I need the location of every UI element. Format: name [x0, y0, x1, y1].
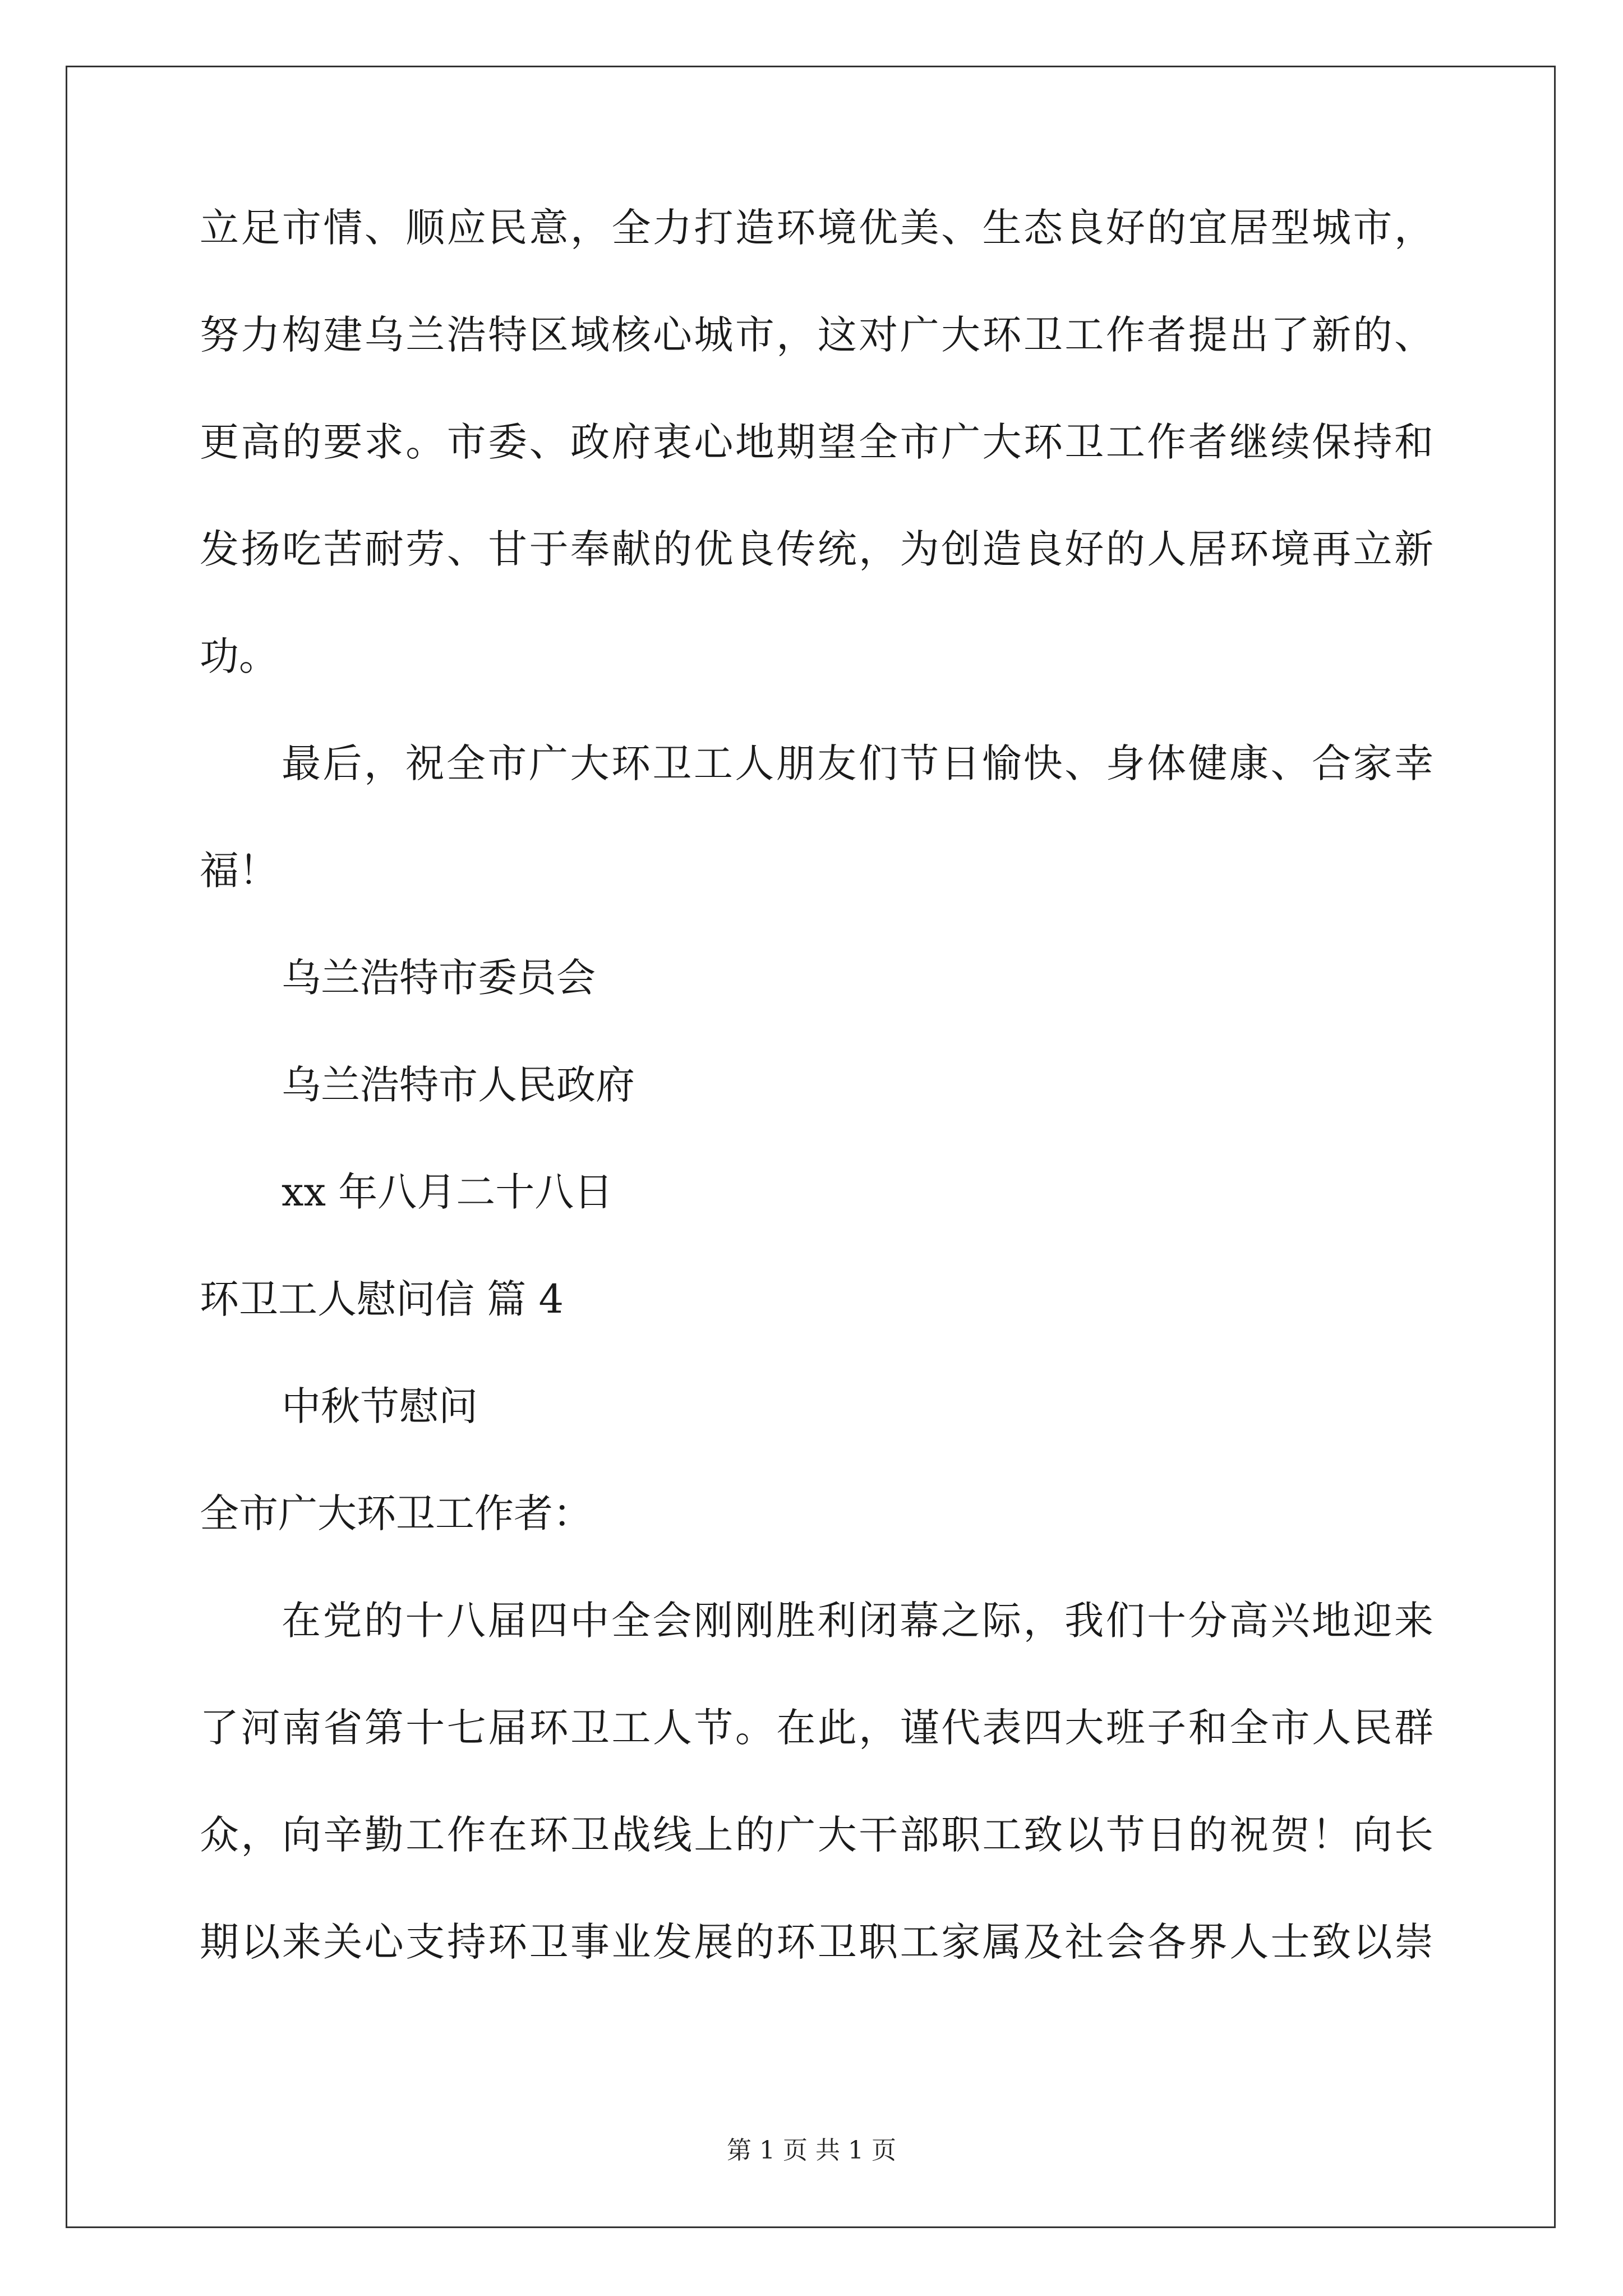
- paragraph-line: 功。: [200, 633, 278, 679]
- paragraph-line: 了河南省第十七届环卫工人节。在此，谨代表四大班子和全市人民群: [200, 1705, 1433, 1751]
- document-body: [200, 202, 1433, 2023]
- salutation: 全市广大环卫工作者：: [200, 1490, 592, 1536]
- paragraph-line: 努力构建乌兰浩特区域核心城市，这对广大环卫工作者提出了新的、: [200, 312, 1433, 358]
- letter-title: 中秋节慰问: [282, 1383, 478, 1429]
- page-footer: 第 1 页 共 1 页: [727, 2136, 896, 2165]
- paragraph-line: 发扬吃苦耐劳、甘于奉献的优良传统，为创造良好的人居环境再立新: [200, 526, 1433, 572]
- signature-government: 乌兰浩特市人民政府: [282, 1062, 635, 1108]
- section-heading: 环卫工人慰问信 篇 4: [200, 1276, 564, 1322]
- paragraph-line: 在党的十八届四中全会刚刚胜利闭幕之际，我们十分高兴地迎来: [282, 1598, 1433, 1644]
- paragraph-line: 最后，祝全市广大环卫工人朋友们节日愉快、身体健康、合家幸: [282, 740, 1433, 786]
- signature-organization: 乌兰浩特市委员会: [282, 955, 596, 1001]
- paragraph-line: 更高的要求。市委、政府衷心地期望全市广大环卫工作者继续保持和: [200, 419, 1433, 465]
- paragraph-line: 福！: [200, 848, 278, 894]
- paragraph-line: 立足市情、顺应民意，全力打造环境优美、生态良好的宜居型城市，: [200, 205, 1433, 251]
- paragraph-line: 期以来关心支持环卫事业发展的环卫职工家属及社会各界人士致以崇: [200, 1919, 1433, 1965]
- paragraph-line: 众，向辛勤工作在环卫战线上的广大干部职工致以节日的祝贺！向长: [200, 1812, 1433, 1858]
- signature-date: xx 年八月二十八日: [282, 1169, 614, 1215]
